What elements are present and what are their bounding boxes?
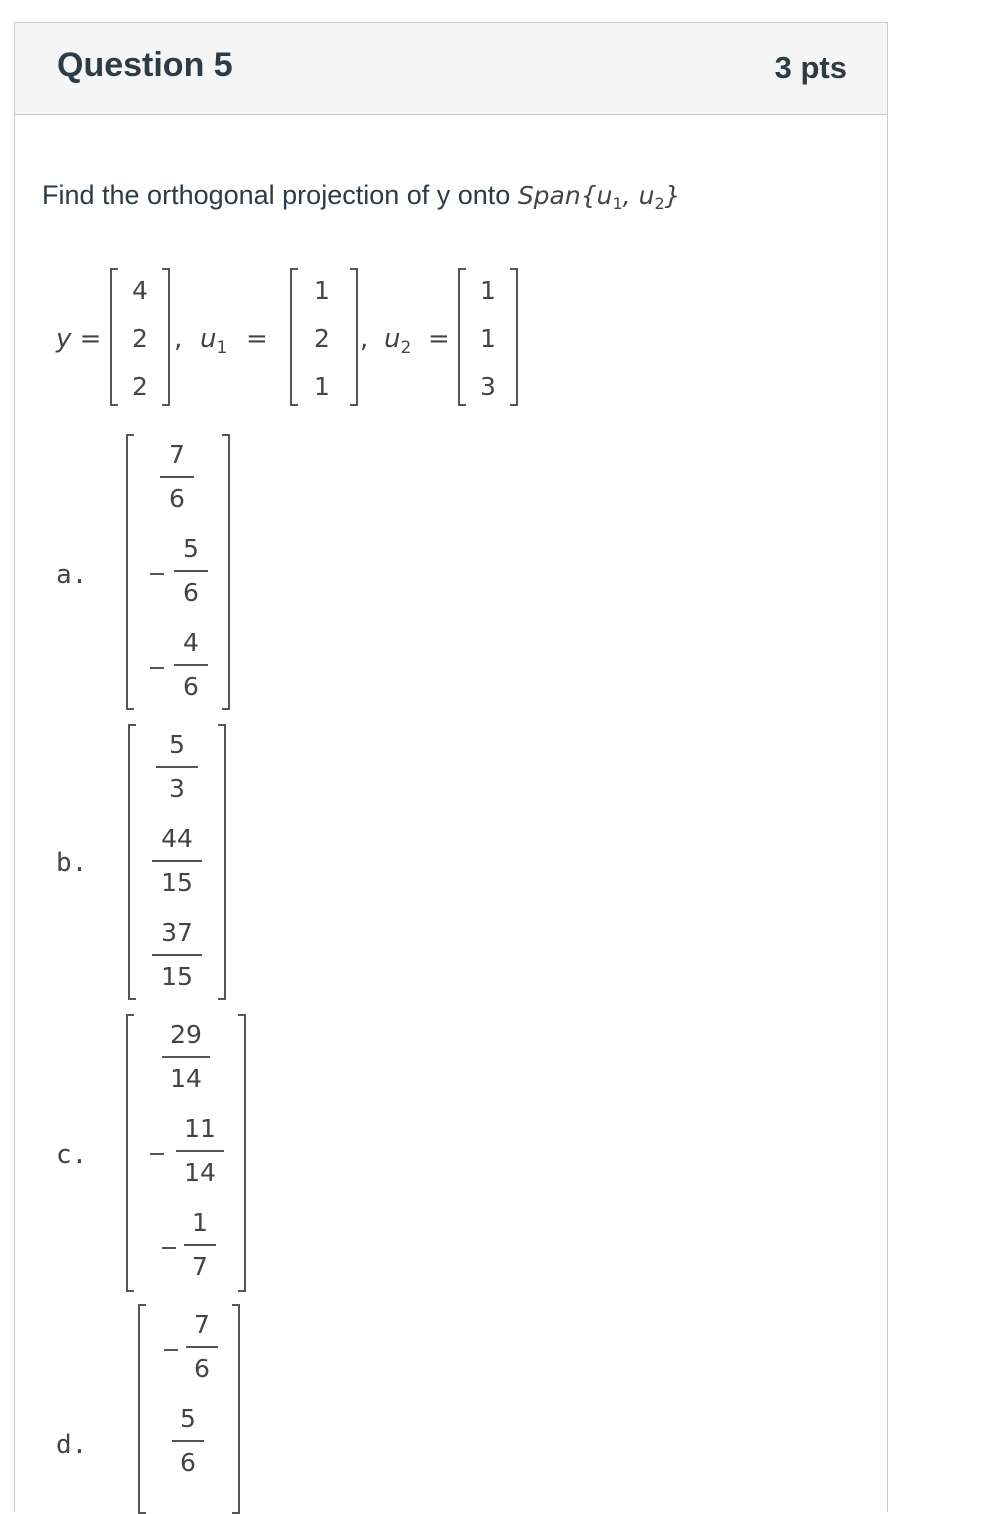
span-expression: $Span\{u_1$, $u_2$} [517, 181, 681, 213]
option-c-minus-3 [162, 1247, 176, 1249]
option-a-entry-3: 4 6 [174, 628, 208, 702]
question-points: 3 pts [774, 50, 847, 85]
option-b-entry-2: 44 15 [152, 824, 202, 898]
option-d-entry-1: 7 6 [186, 1310, 218, 1384]
u1-entry-3: 1 [314, 372, 330, 401]
option-c-minus-2 [150, 1153, 164, 1155]
y-entry-2: 2 [132, 324, 148, 353]
option-a-minus-3 [150, 667, 164, 669]
u2-entry-1: 1 [480, 276, 496, 305]
y-entry-1: 4 [132, 276, 148, 305]
option-a-bracket-left [126, 434, 134, 710]
u1-bracket-right [350, 268, 358, 406]
option-c-entry-3: 1 7 [184, 1208, 216, 1282]
y-bracket-left [110, 268, 118, 406]
separator-2: , [360, 324, 369, 354]
option-d-label: d. [56, 1430, 88, 1460]
u2-entry-2: 1 [480, 324, 496, 353]
option-b-bracket-left [128, 724, 136, 1000]
u2-label: $u_2$ [384, 324, 412, 359]
option-a-entry-2: 5 6 [174, 534, 208, 608]
option-d-bracket-right [232, 1304, 240, 1514]
y-entry-3: 2 [132, 372, 148, 401]
separator-1: , [174, 324, 183, 354]
y-label: y = [56, 324, 102, 354]
option-a-bracket-right [222, 434, 230, 710]
option-c-bracket-left [126, 1014, 134, 1292]
question-card [14, 22, 888, 1512]
option-c-label: c. [56, 1140, 88, 1170]
u2-equals: = [428, 324, 450, 354]
u1-entry-2: 2 [314, 324, 330, 353]
option-d-entry-2: 5 6 [172, 1404, 204, 1478]
option-a-minus-2 [150, 573, 164, 575]
option-a-label: a. [56, 560, 88, 590]
u1-bracket-left [290, 268, 298, 406]
option-c-bracket-right [238, 1014, 246, 1292]
question-header [15, 23, 887, 115]
option-d-bracket-left [138, 1304, 146, 1514]
question-prompt [42, 180, 681, 213]
option-b-entry-1: 5 3 [156, 730, 198, 804]
u2-bracket-left [458, 268, 466, 406]
option-b-label: b. [56, 848, 88, 878]
option-b-bracket-right [218, 724, 226, 1000]
u1-entry-1: 1 [314, 276, 330, 305]
option-b-entry-3: 37 15 [152, 918, 202, 992]
option-c-entry-2: 11 14 [176, 1114, 224, 1188]
u1-label: $u_1$ [200, 324, 228, 359]
option-c-entry-1: 29 14 [162, 1020, 210, 1094]
u1-equals: = [246, 324, 268, 354]
u2-bracket-right [510, 268, 518, 406]
y-bracket-right [162, 268, 170, 406]
prompt-text: Find the orthogonal projection of y onto [42, 180, 518, 210]
option-a-entry-1: 7 6 [160, 440, 194, 514]
option-d-minus-1 [164, 1349, 178, 1351]
u2-entry-3: 3 [480, 372, 496, 401]
question-title: Question 5 [57, 46, 233, 84]
